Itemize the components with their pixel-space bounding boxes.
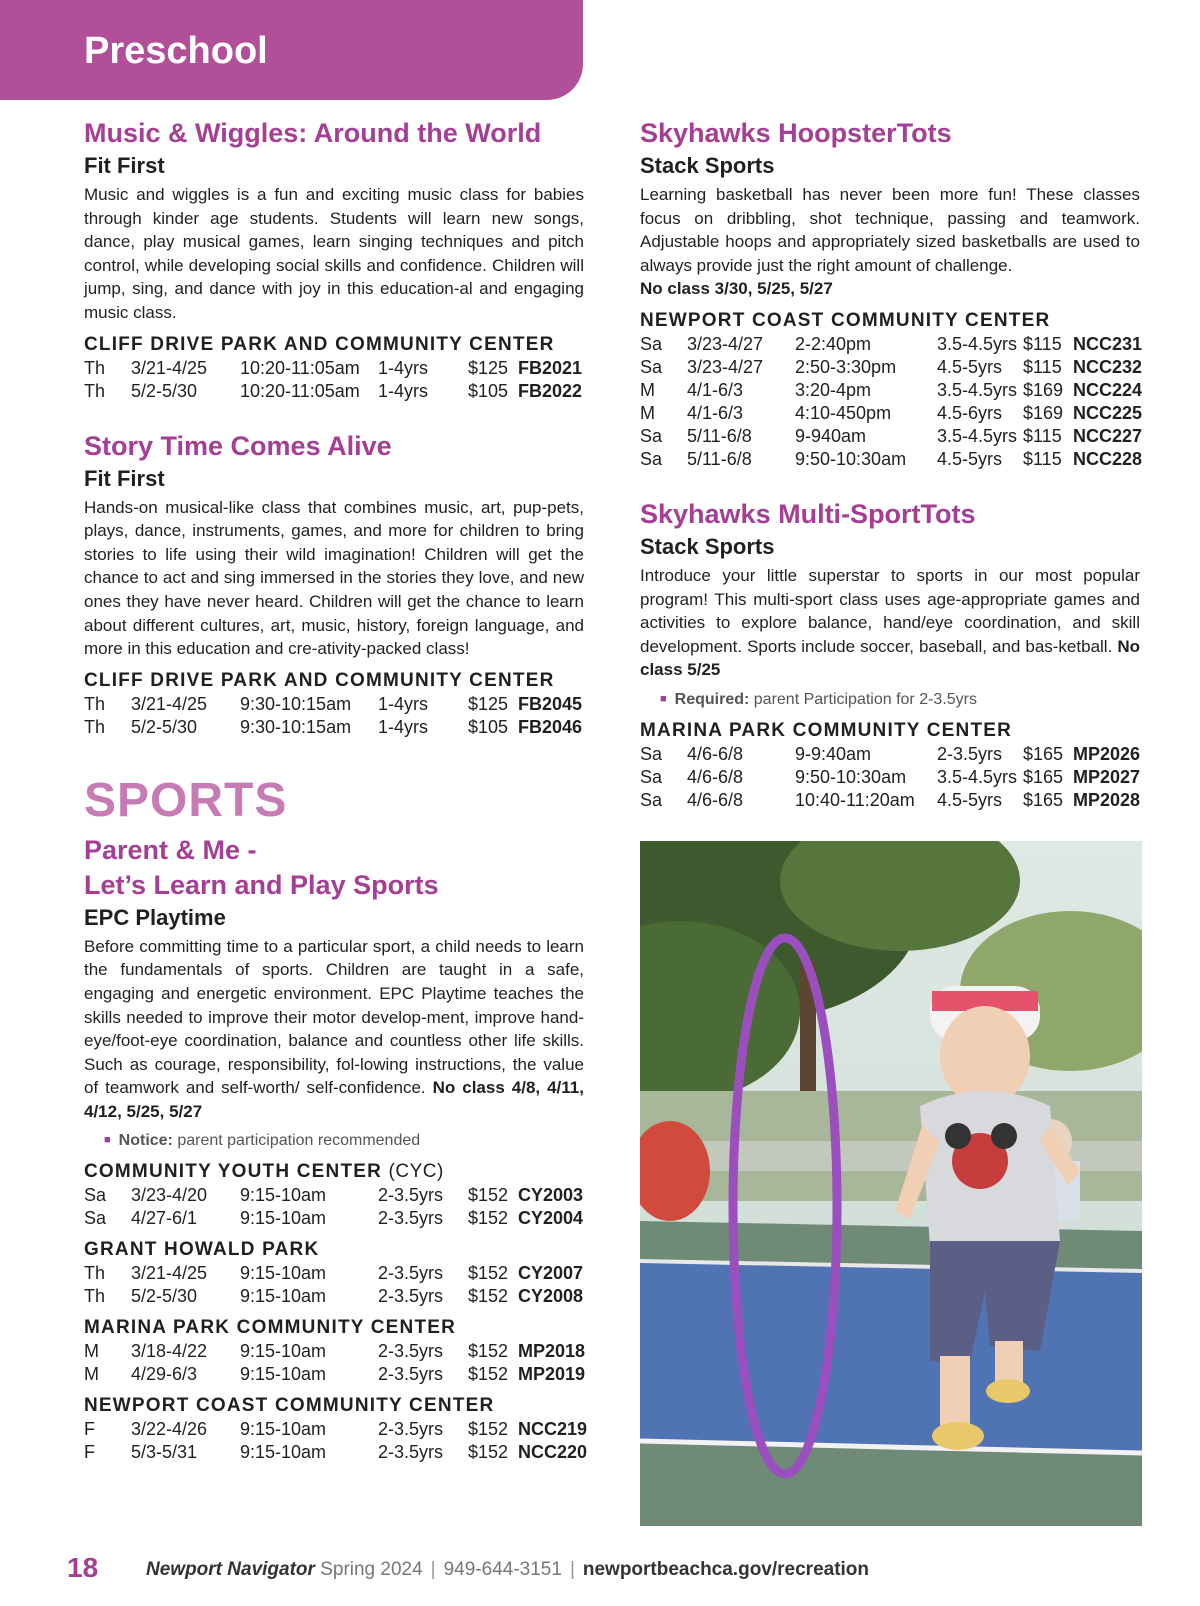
class-row: [84, 1184, 584, 1207]
class-code: NCC228: [1073, 448, 1143, 469]
class-day: Sa: [640, 333, 663, 354]
separator: |: [569, 1559, 575, 1580]
class-time: 10:20-11:05am: [240, 380, 360, 401]
program-title-line1: Parent & Me -: [84, 834, 257, 865]
class-time: 10:20-11:05am: [240, 357, 360, 378]
class-time: 3:20-4pm: [795, 379, 872, 400]
class-dates: 3/23-4/27: [687, 356, 764, 377]
publication-info: [146, 1559, 869, 1581]
class-dates: 4/1-6/3: [687, 379, 744, 400]
venue-name: NEWPORT COAST COMMUNITY CENTER: [84, 1395, 495, 1417]
class-day: F: [84, 1419, 95, 1440]
class-dates: 4/6-6/8: [687, 743, 744, 764]
no-class-note: No class 4/8, 4/11, 4/12, 5/25, 5/27: [84, 1078, 584, 1121]
class-day: F: [84, 1442, 95, 1463]
class-age: 4.5-5yrs: [937, 789, 1003, 810]
class-code: CY2008: [518, 1286, 584, 1307]
no-class-note: No class 3/30, 5/25, 5/27: [640, 279, 833, 299]
class-fee: $115: [1023, 448, 1062, 469]
class-code: CY2004: [518, 1208, 584, 1229]
program-provider: Stack Sports: [640, 153, 775, 178]
program-title: Music & Wiggles: Around the World: [84, 118, 542, 148]
page-number: 18: [67, 1552, 99, 1583]
class-time: 9:15-10am: [240, 1442, 327, 1463]
class-fee: $165: [1023, 789, 1064, 810]
program-provider: Fit First: [84, 465, 165, 491]
class-fee: $125: [468, 693, 509, 714]
class-day: Sa: [84, 1185, 107, 1206]
class-day: Sa: [640, 789, 663, 810]
class-row: [84, 693, 584, 716]
program-description: [84, 935, 584, 1124]
class-code: NCC220: [518, 1442, 588, 1463]
class-time: 9-940am: [795, 425, 867, 446]
venue-name: CLIFF DRIVE PARK AND COMMUNITY CENTER: [84, 669, 555, 691]
class-row: [84, 716, 584, 739]
class-row: [640, 743, 1140, 766]
program-title: Story Time Comes Alive: [84, 430, 392, 461]
class-code: MP2019: [518, 1364, 586, 1385]
class-time: 10:40-11:20am: [795, 789, 915, 810]
class-age: 4.5-5yrs: [937, 448, 1003, 469]
class-day: Sa: [84, 1208, 107, 1229]
class-dates: 3/21-4/25: [131, 693, 208, 714]
venue-block: [84, 1160, 584, 1230]
class-time: 9:50-10:30am: [795, 766, 907, 787]
class-row: [640, 333, 1143, 356]
class-age: 2-3.5yrs: [378, 1341, 444, 1362]
class-row: [640, 789, 1140, 812]
class-code: CY2007: [518, 1263, 584, 1284]
class-fee: $152: [468, 1263, 509, 1284]
class-dates: 5/2-5/30: [131, 380, 198, 401]
class-row: [84, 1418, 588, 1441]
class-day: Sa: [640, 425, 663, 446]
no-class-note: No class 5/25: [640, 636, 1140, 680]
class-code: NCC227: [1073, 425, 1143, 446]
class-age: 1-4yrs: [378, 716, 429, 737]
class-fee: $152: [468, 1185, 509, 1206]
class-time: 9:15-10am: [240, 1341, 327, 1362]
class-age: 2-3.5yrs: [378, 1185, 444, 1206]
class-dates: 3/22-4/26: [131, 1419, 208, 1440]
class-row: [640, 356, 1143, 379]
program-title-line2: Let’s Learn and Play Sports: [84, 869, 439, 900]
website-link[interactable]: newportbeachca.gov/recreation: [582, 1559, 870, 1580]
class-age: 3.5-4.5yrs: [937, 333, 1018, 354]
bullet-icon: ■: [660, 692, 667, 705]
class-fee: $152: [468, 1286, 509, 1307]
venue-title: COMMUNITY YOUTH CENTER: [84, 1161, 383, 1183]
class-fee: $165: [1023, 766, 1064, 787]
class-dates: 5/11-6/8: [687, 425, 752, 446]
class-fee: $105: [468, 716, 509, 737]
class-code: NCC231: [1073, 333, 1143, 354]
venue-name: CLIFF DRIVE PARK AND COMMUNITY CENTER: [84, 333, 555, 355]
magazine-name: Newport Navigator: [146, 1559, 315, 1580]
class-time: 9:30-10:15am: [240, 693, 352, 714]
class-row: [84, 357, 584, 380]
class-row: [84, 1363, 584, 1386]
venue-block: [84, 1394, 588, 1464]
class-fee: $152: [468, 1442, 509, 1463]
class-code: NCC224: [1073, 379, 1143, 400]
class-time: 9:15-10am: [240, 1419, 327, 1440]
class-row: [640, 425, 1143, 448]
class-code: MP2027: [1073, 766, 1141, 787]
season: Spring 2024: [320, 1559, 423, 1580]
class-age: 3.5-4.5yrs: [937, 425, 1018, 446]
class-day: Th: [84, 380, 106, 401]
sports-heading: SPORTS: [84, 773, 288, 827]
class-code: NCC225: [1073, 402, 1143, 423]
class-time: 9:15-10am: [240, 1263, 327, 1284]
class-age: 1-4yrs: [378, 380, 429, 401]
class-dates: 5/3-5/31: [131, 1442, 198, 1463]
description-text: Learning basketball has never been more fun! These classes focus on dribbling, shot technique, passing and teamwork. Adjustable hoops and appropriately sized basketballs are used to always provide just the right amount of challenge.: [640, 185, 1140, 275]
class-day: Sa: [640, 743, 663, 764]
notice-label: Notice:: [118, 1132, 173, 1150]
class-dates: 4/6-6/8: [687, 789, 744, 810]
class-code: FB2022: [518, 380, 583, 401]
class-fee: $105: [468, 380, 509, 401]
class-day: Th: [84, 357, 106, 378]
class-age: 1-4yrs: [378, 357, 429, 378]
class-code: FB2021: [518, 357, 583, 378]
program-music-wiggles: [84, 116, 584, 403]
class-row: [84, 1262, 584, 1285]
class-fee: $152: [468, 1341, 509, 1362]
class-age: 2-3.5yrs: [378, 1419, 444, 1440]
section-banner: [0, 0, 583, 100]
class-dates: 3/23-4/27: [687, 333, 764, 354]
class-fee: $115: [1023, 333, 1062, 354]
venue-block: [84, 1316, 584, 1386]
description-text: Before committing time to a particular sport, a child needs to learn the fundamentals of sports. Children are taught in a safe, engaging and energetic environment. EPC Playtime teaches the skills needed to improve their motor develop-ment, improve hand-eye/foot-eye coordination, balance and countless other life skills. Such as courage, responsibility, fol-lowing instructions, the value of teamwork and self-worth/ self-confidence.: [84, 936, 584, 1098]
class-fee: $125: [468, 357, 509, 378]
description-text: Introduce your little superstar to sports in our most popular program! This multi-sport class uses age-appropriate games and activities to explore balance, hand/eye coordination, and skill development. Sports include soccer, baseball, and bas-ketball.: [640, 565, 1140, 656]
class-day: Sa: [640, 448, 663, 469]
class-code: MP2018: [518, 1341, 586, 1362]
class-age: 1-4yrs: [378, 693, 429, 714]
class-row: [640, 448, 1143, 471]
class-day: Sa: [640, 766, 663, 787]
class-row: [640, 379, 1143, 402]
class-time: 9-9:40am: [795, 743, 872, 764]
class-day: M: [640, 379, 655, 400]
venue-name: GRANT HOWALD PARK: [84, 1239, 320, 1261]
class-dates: 4/6-6/8: [687, 766, 744, 787]
class-time: 9:15-10am: [240, 1364, 327, 1385]
class-day: M: [84, 1341, 99, 1362]
class-dates: 3/21-4/25: [131, 1263, 208, 1284]
venue-suffix: (CYC): [388, 1161, 444, 1183]
class-age: 2-3.5yrs: [378, 1364, 444, 1385]
class-age: 3.5-4.5yrs: [937, 379, 1018, 400]
program-hoopstertots: [640, 116, 1143, 471]
class-time: 9:50-10:30am: [795, 448, 907, 469]
class-time: 9:15-10am: [240, 1208, 327, 1229]
right-column: [640, 116, 1143, 812]
class-row: [84, 1285, 584, 1308]
program-provider: Stack Sports: [640, 533, 775, 559]
program-parent-and-me: [84, 833, 588, 1465]
class-code: NCC232: [1073, 356, 1143, 377]
bullet-icon: ■: [104, 1134, 111, 1147]
class-day: M: [640, 402, 655, 423]
class-fee: $115: [1023, 425, 1062, 446]
class-code: FB2046: [518, 716, 583, 737]
photo-illustration: [640, 841, 1142, 1526]
class-time: 9:15-10am: [240, 1286, 327, 1307]
class-fee: $115: [1023, 356, 1062, 377]
class-time: 4:10-450pm: [795, 402, 892, 423]
venue-name: MARINA PARK COMMUNITY CENTER: [84, 1317, 457, 1339]
class-day: Sa: [640, 356, 663, 377]
class-day: M: [84, 1364, 99, 1385]
phone-number: 949-644-3151: [443, 1559, 562, 1580]
child-hula-hoop-photo: [640, 841, 1142, 1526]
program-description: Music and wiggles is a fun and exciting music class for babies through kinder age students. Students will learn new songs, dance, play musical games, learn singing techniques and pitch control, while developing social skills and confidence. Children will jump, sing, and dance with joy in this education-al and engaging music class.: [84, 185, 584, 322]
class-dates: 3/18-4/22: [131, 1341, 208, 1362]
class-code: NCC219: [518, 1419, 588, 1440]
class-age: 2-3.5yrs: [378, 1442, 444, 1463]
class-time: 9:30-10:15am: [240, 716, 352, 737]
program-title: Skyhawks HoopsterTots: [640, 118, 952, 148]
class-day: Th: [84, 693, 106, 714]
class-age: 2-3.5yrs: [378, 1286, 444, 1307]
class-day: Th: [84, 1286, 106, 1307]
class-age: 2-3.5yrs: [378, 1208, 444, 1229]
class-time: 2-2:40pm: [795, 333, 872, 354]
section-title: Preschool: [84, 30, 268, 72]
separator: |: [430, 1559, 436, 1580]
required-text: parent Participation for 2-3.5yrs: [753, 690, 977, 708]
class-dates: 3/23-4/20: [131, 1185, 208, 1206]
class-dates: 4/29-6/3: [131, 1364, 198, 1385]
class-age: 3.5-4.5yrs: [937, 766, 1018, 787]
class-code: MP2026: [1073, 743, 1141, 764]
class-row: [84, 1340, 584, 1363]
program-description: Hands-on musical-like class that combines music, art, pup-pets, plays, dance, instruments, games, and more for children to bring stories to life using their wild imagination! Children will get the chance to act and sing immersed in the stories they love, and new ones they have never heard. Children will get the chance to learn about different cultures, art, music, history, foreign language, and more in this education and cre-ativity-packed class!: [84, 497, 584, 659]
class-row: [640, 402, 1143, 425]
class-dates: 4/1-6/3: [687, 402, 744, 423]
left-column: [84, 116, 588, 1464]
venue-name: MARINA PARK COMMUNITY CENTER: [640, 719, 1013, 741]
class-fee: $165: [1023, 743, 1064, 764]
class-row: [84, 1207, 584, 1230]
class-fee: $169: [1023, 379, 1064, 400]
program-description: [640, 564, 1140, 682]
class-age: 2-3.5yrs: [937, 743, 1003, 764]
program-multi-sporttots: [640, 497, 1140, 812]
class-fee: $152: [468, 1364, 509, 1385]
program-provider: EPC Playtime: [84, 904, 226, 930]
class-dates: 4/27-6/1: [131, 1208, 198, 1229]
page-footer: [0, 1552, 1200, 1592]
class-dates: 5/11-6/8: [687, 448, 752, 469]
class-age: 4.5-5yrs: [937, 356, 1003, 377]
class-row: [84, 380, 584, 403]
class-code: MP2028: [1073, 789, 1141, 810]
class-fee: $152: [468, 1419, 509, 1440]
program-title: Skyhawks Multi-SportTots: [640, 498, 976, 529]
program-provider: Fit First: [84, 153, 165, 178]
venue-name: [84, 1160, 584, 1184]
class-fee: $169: [1023, 402, 1064, 423]
required-note: [660, 688, 1140, 711]
class-code: CY2003: [518, 1185, 584, 1206]
program-story-time: [84, 429, 584, 739]
required-label: Required:: [674, 690, 750, 708]
class-dates: 3/21-4/25: [131, 357, 208, 378]
venue-name: NEWPORT COAST COMMUNITY CENTER: [640, 309, 1051, 331]
notice-note: [104, 1129, 584, 1152]
class-age: 4.5-6yrs: [937, 402, 1003, 423]
class-code: FB2045: [518, 693, 583, 714]
notice-text: parent participation recommended: [177, 1132, 421, 1150]
program-description: [640, 183, 1140, 301]
class-fee: $152: [468, 1208, 509, 1229]
class-row: [84, 1441, 588, 1464]
venue-block: [84, 1238, 584, 1308]
class-row: [640, 766, 1140, 789]
class-dates: 5/2-5/30: [131, 716, 198, 737]
class-time: 9:15-10am: [240, 1185, 327, 1206]
class-day: Th: [84, 716, 106, 737]
class-time: 2:50-3:30pm: [795, 356, 897, 377]
class-dates: 5/2-5/30: [131, 1286, 198, 1307]
class-age: 2-3.5yrs: [378, 1263, 444, 1284]
class-day: Th: [84, 1263, 106, 1284]
